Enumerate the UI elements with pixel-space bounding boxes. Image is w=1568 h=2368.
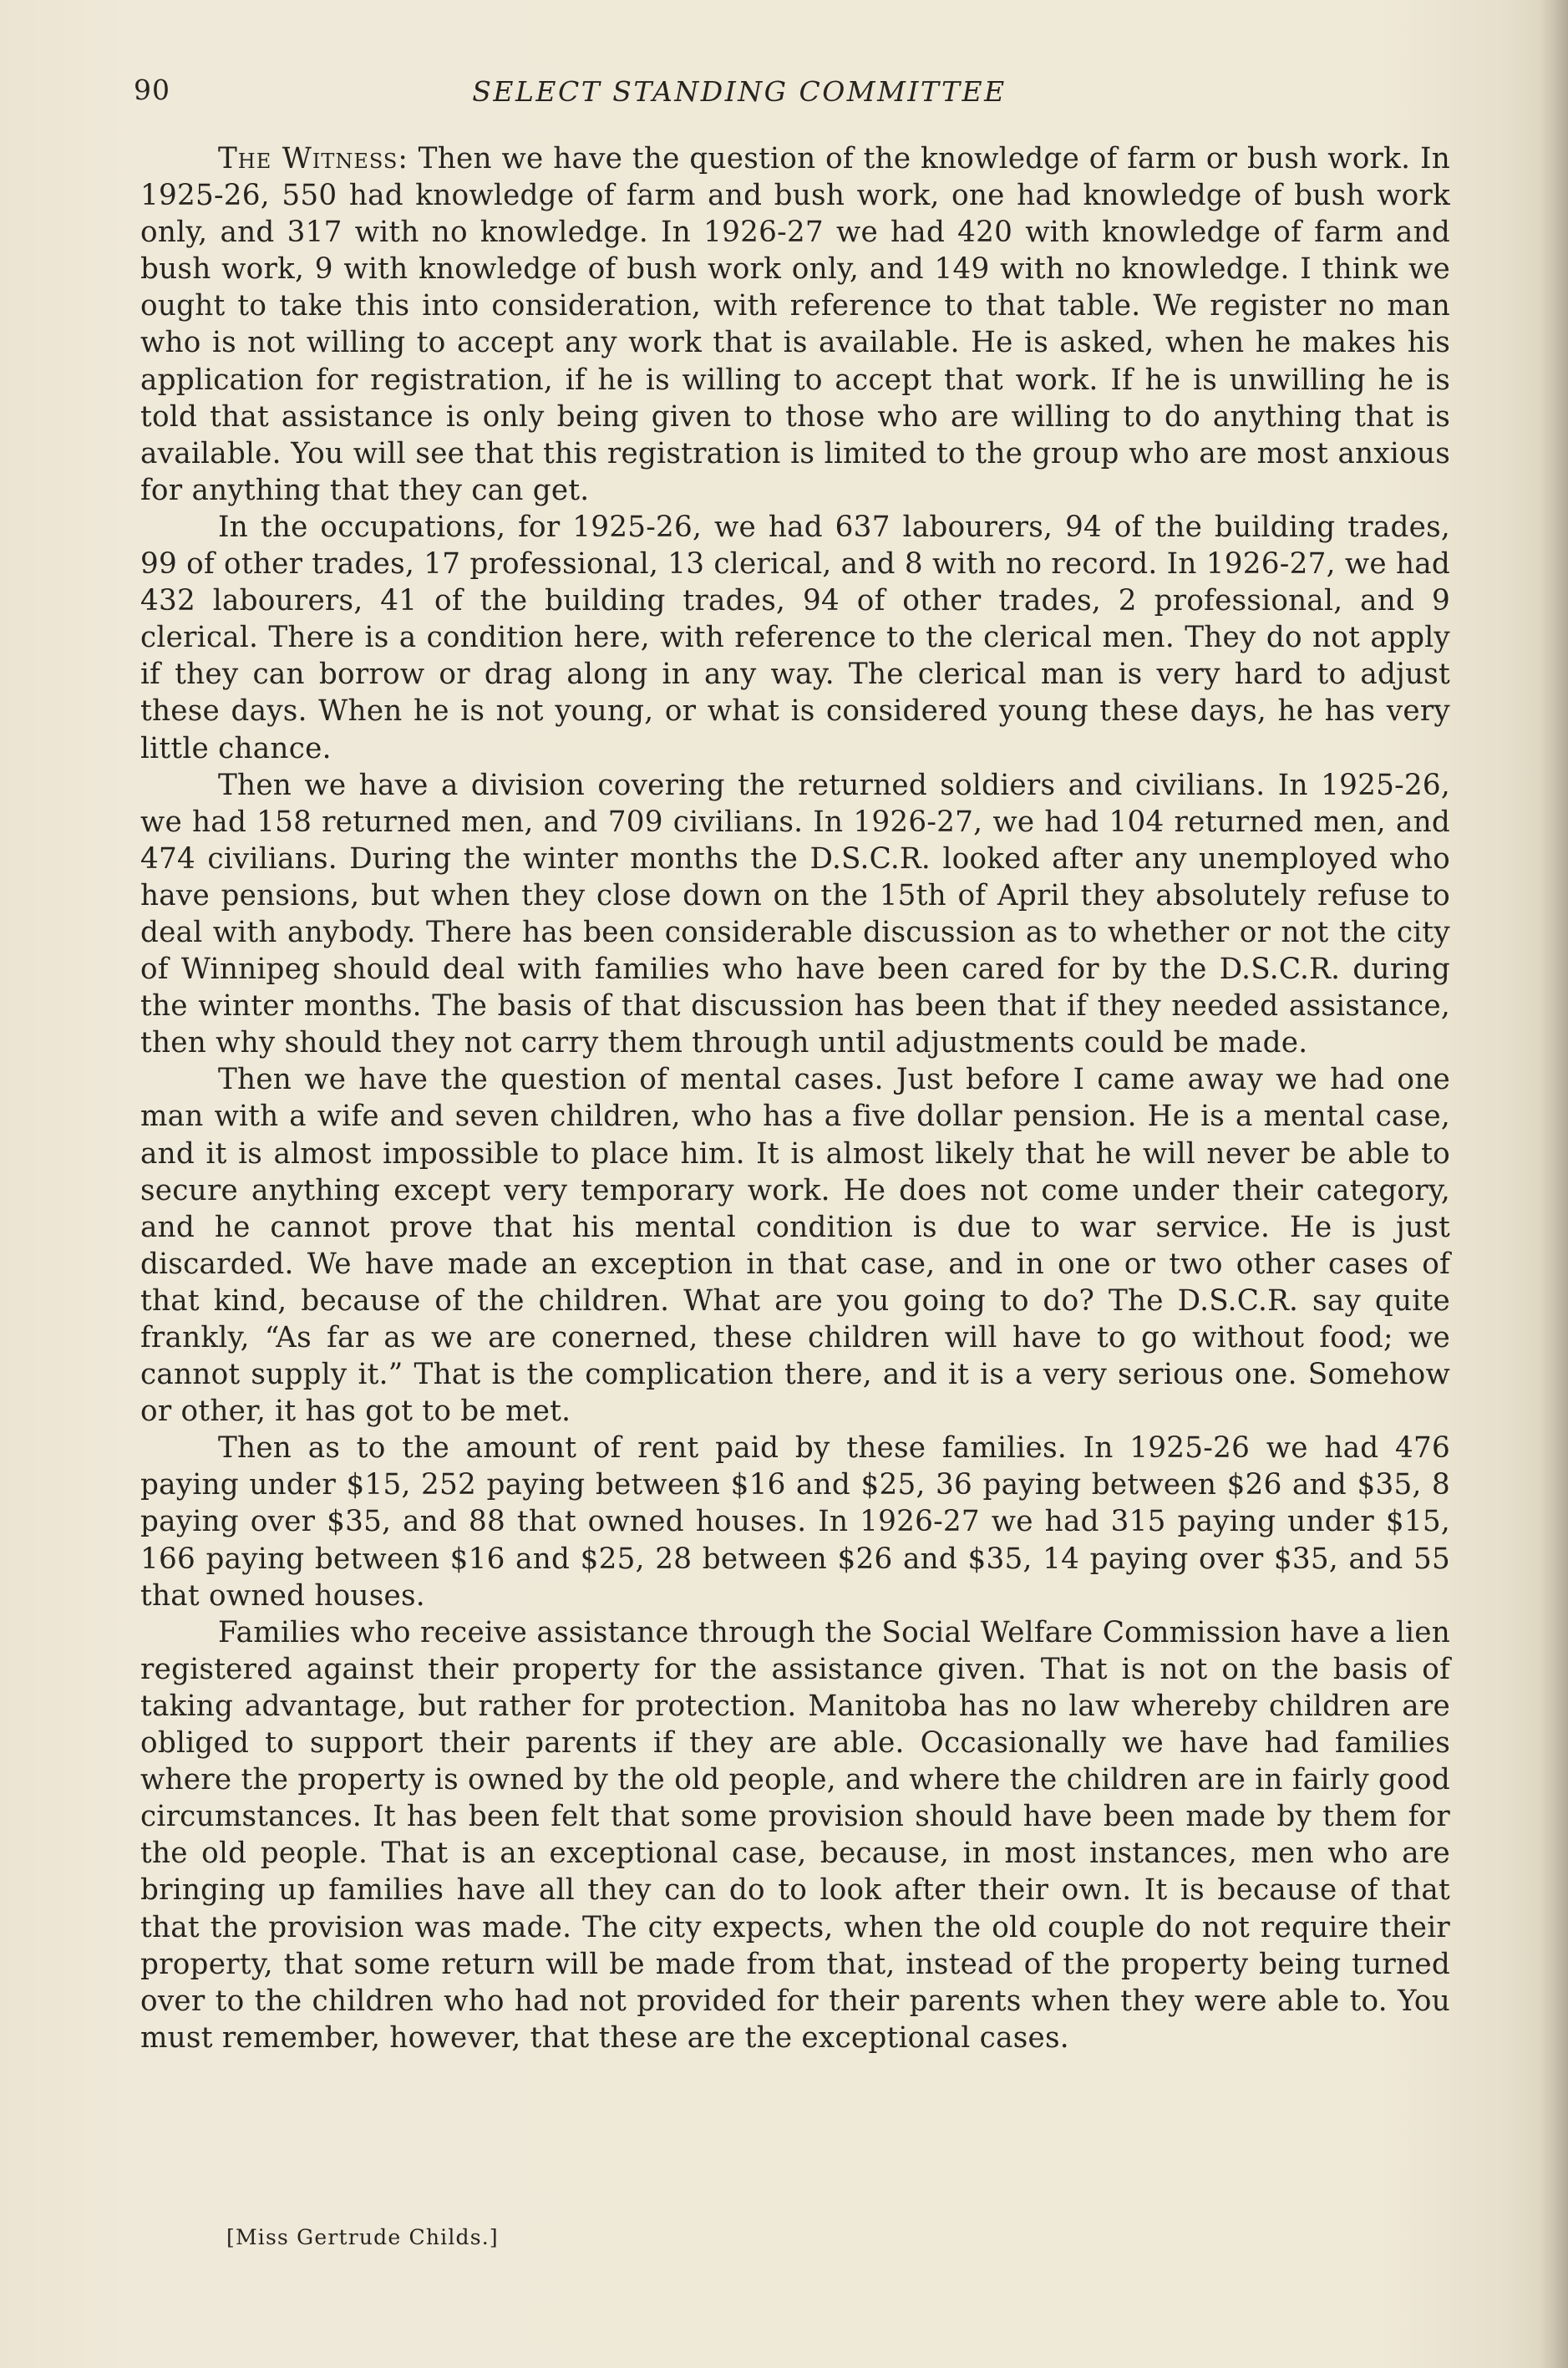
paragraph-returned-soldiers: Then we have a division covering the returned soldiers and civilians. In 1925-26, we had 158 returned men, and 709 civilians. In 1926-27, we had 104 returned men, and 474 civilians. During the winter months the D.S.C.R. looked after any unemployed who have pensions, but when they close down on the 15th of April they absolutely refuse to deal with anybody. There has been considerable discussion as to whether or not the city of Winnipeg should deal with families who have been cared for by the D.S.C.R. during the winter months. The basis of that discussion has been that if they needed assistance, then why should they not carry them through until adjustments could be made. <box>140 768 1450 1060</box>
running-head-title: SELECT STANDING COMMITTEE <box>472 75 1007 108</box>
page-binding-shadow <box>1540 0 1568 2368</box>
page-header <box>134 74 1454 124</box>
paragraph-lien: Families who receive assistance through the Social Welfare Commission have a lien registered against their property for the assistance given. That is not on the basis of taking advantage, but rather for protection. Manitoba has no law whereby children are obliged to support their parents if they are able. Occasionally we have had families where the property is owned by the old people, and where the children are in fairly good circumstances. It has been felt that some provision should have been made by them for the old people. That is an exceptional case, because, in most instances, men who are bringing up families have all they can do to look after their own. It is because of that that the provision was made. The city expects, when the old couple do not require their property, that some return will be made from that, instead of the property being turned over to the children who had not provided for their parents when they were able to. You must remember, however, that these are the exceptional cases. <box>140 1615 1450 2055</box>
witness-signature: [Miss Gertrude Childs.] <box>226 2225 499 2249</box>
paragraph-knowledge <box>140 140 1450 509</box>
speaker-label: The Witness: <box>218 142 408 175</box>
page-number: 90 <box>134 74 170 106</box>
testimony-body <box>140 140 1450 2056</box>
paragraph-occupations: In the occupations, for 1925-26, we had 637 labourers, 94 of the building trades, 99 of other trades, 17 professional, 13 clerical, and 8 with no record. In 1926-27, we had 432 labourers, 41 of the building trades, 94 of other trades, 2 professional, and 9 clerical. There is a condition here, with reference to the clerical men. They do not apply if they can borrow or drag along in any way. The clerical man is very hard to adjust these days. When he is not young, or what is considered young these days, he has very little chance. <box>140 510 1450 765</box>
paragraph-mental-cases: Then we have the question of mental cases. Just before I came away we had one man with a wife and seven children, who has a five dollar pension. He is a mental case, and it is almost impossible to place him. It is almost likely that he will never be able to secure anything except very temporary work. He does not come under their category, and he cannot prove that his mental condition is due to war service. He is just discarded. We have made an exception in that case, and in one or two other cases of that kind, because of the children. What are you going to do? The D.S.C.R. say quite frankly, “As far as we are conerned, these children will have to go without food; we cannot supply it.” That is the complication there, and it is a very serious one. Somehow or other, it has got to be met. <box>140 1063 1450 1429</box>
paragraph-rent: Then as to the amount of rent paid by these families. In 1925-26 we had 476 paying under $15, 252 paying between $16 and $25, 36 paying between $26 and $35, 8 paying over $35, and 88 that owned houses. In 1926-27 we had 315 paying under $15, 166 paying between $16 and $25, 28 between $26 and $35, 14 paying over $35, and 55 that owned houses. <box>140 1431 1450 1613</box>
paragraph-knowledge-text: Then we have the question of the knowledge of farm or bush work. In 1925-26, 550 had knowledge of farm and bush work, one had knowledge of bush work only, and 317 with no knowledge. In 1926-27 we had 420 with knowledge of farm and bush work, 9 with knowledge of bush work only, and 149 with no knowledge. I think we ought to take this into consideration, with reference to that table. We register no man who is not willing to accept any work that is available. He is asked, when he makes his application for registration, if he is willing to accept that work. If he is unwilling he is told that assistance is only being given to those who are willing to do anything that is available. You will see that this registration is limited to the group who are most anxious for anything that they can get. <box>140 142 1451 507</box>
